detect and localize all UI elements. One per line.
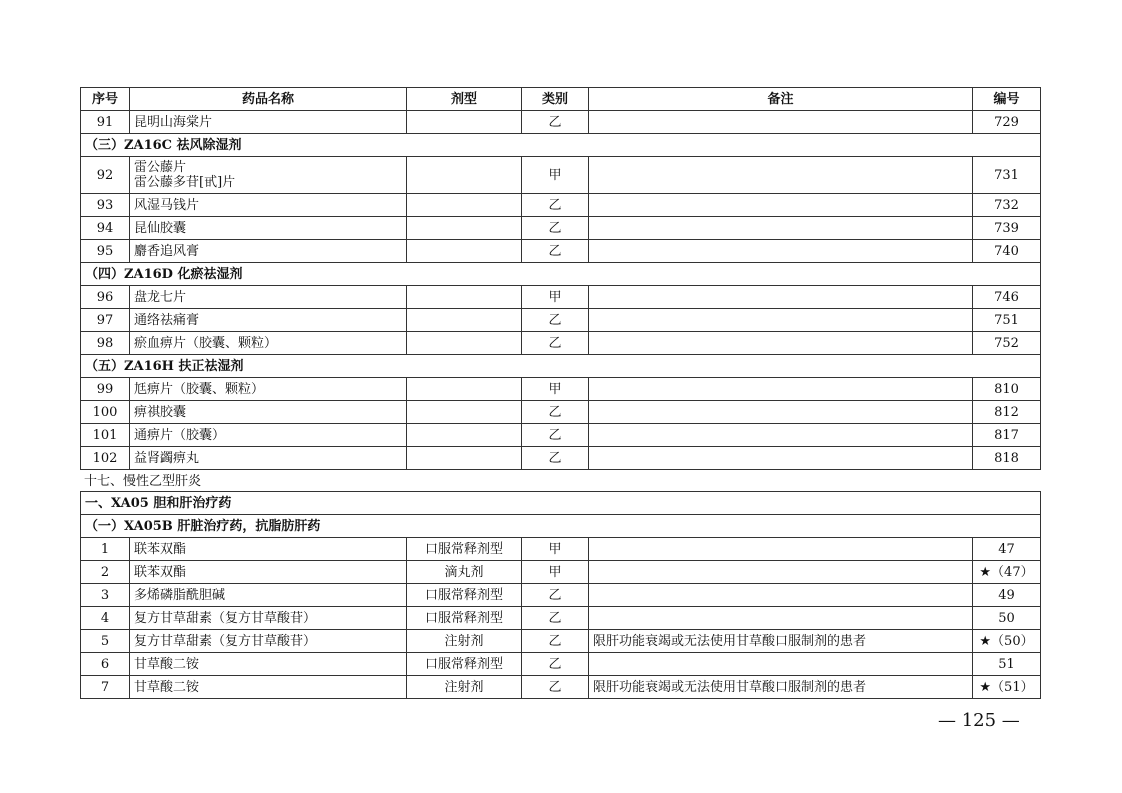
drug-name-cell: 联苯双酯 [130, 538, 407, 561]
serial-cell: 95 [81, 240, 130, 263]
category-cell: 甲 [522, 157, 589, 194]
serial-cell: 101 [81, 424, 130, 447]
remarks-cell [589, 111, 973, 134]
drug-name-cell: 尪痹片（胶囊、颗粒） [130, 378, 407, 401]
category-cell: 乙 [522, 584, 589, 607]
drug-name-cell: 麝香追风膏 [130, 240, 407, 263]
header-category: 类别 [522, 88, 589, 111]
code-cell: 729 [973, 111, 1041, 134]
drug-table-upper [80, 87, 1041, 470]
dosage-form-cell [407, 401, 522, 424]
drug-name-cell: 风湿马钱片 [130, 194, 407, 217]
table-row [81, 607, 1041, 630]
serial-cell: 1 [81, 538, 130, 561]
code-cell: 47 [973, 538, 1041, 561]
table-body-upper [81, 111, 1041, 470]
table-row [81, 309, 1041, 332]
category-cell: 乙 [522, 607, 589, 630]
table-row [81, 630, 1041, 653]
category-cell: 乙 [522, 240, 589, 263]
header-code: 编号 [973, 88, 1041, 111]
category-cell: 乙 [522, 424, 589, 447]
code-cell: 810 [973, 378, 1041, 401]
remarks-cell [589, 240, 973, 263]
drug-name-cell [130, 157, 407, 194]
table-row [81, 584, 1041, 607]
category-cell: 甲 [522, 286, 589, 309]
code-cell: 746 [973, 286, 1041, 309]
drug-name-cell: 甘草酸二铵 [130, 676, 407, 699]
dosage-form-cell [407, 378, 522, 401]
serial-cell: 7 [81, 676, 130, 699]
drug-name-cell: 盘龙七片 [130, 286, 407, 309]
category-cell: 甲 [522, 538, 589, 561]
serial-cell: 5 [81, 630, 130, 653]
dosage-form-cell: 口服常释剂型 [407, 653, 522, 676]
table-header-row [81, 88, 1041, 111]
code-cell: ★（47） [973, 561, 1041, 584]
section-heading: （四）ZA16D 化瘀祛湿剂 [81, 263, 1041, 286]
table-row [81, 378, 1041, 401]
section-caption: 十七、慢性乙型肝炎 [84, 474, 202, 489]
remarks-cell [589, 607, 973, 630]
category-cell: 乙 [522, 194, 589, 217]
serial-cell: 3 [81, 584, 130, 607]
code-cell: ★（51） [973, 676, 1041, 699]
serial-cell: 97 [81, 309, 130, 332]
table-row [81, 653, 1041, 676]
table-row [81, 676, 1041, 699]
serial-cell: 2 [81, 561, 130, 584]
serial-cell: 94 [81, 217, 130, 240]
table-row [81, 217, 1041, 240]
code-cell: 732 [973, 194, 1041, 217]
remarks-cell [589, 424, 973, 447]
remarks-cell [589, 286, 973, 309]
remarks-cell [589, 194, 973, 217]
category-cell: 乙 [522, 447, 589, 470]
code-cell: 50 [973, 607, 1041, 630]
header-serial: 序号 [81, 88, 130, 111]
category-cell: 乙 [522, 309, 589, 332]
serial-cell: 98 [81, 332, 130, 355]
remarks-cell [589, 401, 973, 424]
section-heading: 一、XA05 胆和肝治疗药 [81, 492, 1041, 515]
dosage-form-cell [407, 217, 522, 240]
remarks-cell [589, 157, 973, 194]
category-cell: 乙 [522, 217, 589, 240]
drug-name-cell: 通痹片（胶囊） [130, 424, 407, 447]
dosage-form-cell [407, 424, 522, 447]
category-cell: 乙 [522, 332, 589, 355]
dosage-form-cell [407, 157, 522, 194]
code-cell: 812 [973, 401, 1041, 424]
code-cell: ★（50） [973, 630, 1041, 653]
remarks-cell: 限肝功能衰竭或无法使用甘草酸口服制剂的患者 [589, 676, 973, 699]
section-heading: （一）XA05B 肝脏治疗药，抗脂肪肝药 [81, 515, 1041, 538]
table-row [81, 240, 1041, 263]
serial-cell: 102 [81, 447, 130, 470]
header-remarks: 备注 [589, 88, 973, 111]
category-cell: 乙 [522, 653, 589, 676]
remarks-cell [589, 561, 973, 584]
category-cell: 乙 [522, 630, 589, 653]
dosage-form-cell: 口服常释剂型 [407, 607, 522, 630]
header-dosage-form: 剂型 [407, 88, 522, 111]
code-cell: 752 [973, 332, 1041, 355]
category-cell: 乙 [522, 111, 589, 134]
header-drug-name: 药品名称 [130, 88, 407, 111]
code-cell: 740 [973, 240, 1041, 263]
remarks-cell [589, 584, 973, 607]
code-cell: 51 [973, 653, 1041, 676]
code-cell: 49 [973, 584, 1041, 607]
code-cell: 818 [973, 447, 1041, 470]
section-heading: （三）ZA16C 祛风除湿剂 [81, 134, 1041, 157]
drug-name-cell: 复方甘草甜素（复方甘草酸苷） [130, 630, 407, 653]
drug-table-lower [80, 491, 1041, 699]
table-row [81, 447, 1041, 470]
code-cell: 751 [973, 309, 1041, 332]
drug-name-line: 雷公藤多苷[甙]片 [134, 175, 236, 190]
section-heading-row [81, 515, 1041, 538]
drug-name-cell: 益肾蠲痹丸 [130, 447, 407, 470]
remarks-cell [589, 447, 973, 470]
serial-cell: 92 [81, 157, 130, 194]
drug-name-cell: 通络祛痛膏 [130, 309, 407, 332]
category-cell: 甲 [522, 561, 589, 584]
drug-name-cell: 复方甘草甜素（复方甘草酸苷） [130, 607, 407, 630]
dosage-form-cell [407, 194, 522, 217]
section-heading-row [81, 263, 1041, 286]
serial-cell: 6 [81, 653, 130, 676]
code-cell: 731 [973, 157, 1041, 194]
table-row [81, 286, 1041, 309]
dosage-form-cell [407, 111, 522, 134]
drug-name-cell: 瘀血痹片（胶囊、颗粒） [130, 332, 407, 355]
table-row [81, 401, 1041, 424]
serial-cell: 100 [81, 401, 130, 424]
drug-name-cell: 联苯双酯 [130, 561, 407, 584]
section-heading-row [81, 492, 1041, 515]
remarks-cell [589, 538, 973, 561]
remarks-cell [589, 309, 973, 332]
remarks-cell [589, 332, 973, 355]
table-row [81, 332, 1041, 355]
serial-cell: 96 [81, 286, 130, 309]
table-row [81, 157, 1041, 194]
code-cell: 817 [973, 424, 1041, 447]
category-cell: 乙 [522, 676, 589, 699]
serial-cell: 93 [81, 194, 130, 217]
dosage-form-cell: 注射剂 [407, 676, 522, 699]
page-number: — 125 — [938, 710, 1020, 731]
remarks-cell [589, 378, 973, 401]
drug-name-cell: 甘草酸二铵 [130, 653, 407, 676]
drug-name-cell: 昆仙胶囊 [130, 217, 407, 240]
section-heading-row [81, 355, 1041, 378]
drug-name-cell: 多烯磷脂酰胆碱 [130, 584, 407, 607]
drug-name-cell: 痹祺胶囊 [130, 401, 407, 424]
table-row [81, 561, 1041, 584]
code-cell: 739 [973, 217, 1041, 240]
category-cell: 乙 [522, 401, 589, 424]
remarks-cell [589, 653, 973, 676]
drug-name-cell: 昆明山海棠片 [130, 111, 407, 134]
table-row [81, 424, 1041, 447]
section-heading: （五）ZA16H 扶正祛湿剂 [81, 355, 1041, 378]
serial-cell: 4 [81, 607, 130, 630]
table-row [81, 111, 1041, 134]
drug-name-line: 雷公藤片 [134, 160, 187, 175]
table-row [81, 194, 1041, 217]
section-heading-row [81, 134, 1041, 157]
dosage-form-cell: 注射剂 [407, 630, 522, 653]
category-cell: 甲 [522, 378, 589, 401]
table-body-lower [81, 492, 1041, 699]
dosage-form-cell [407, 309, 522, 332]
dosage-form-cell [407, 332, 522, 355]
dosage-form-cell [407, 286, 522, 309]
serial-cell: 99 [81, 378, 130, 401]
dosage-form-cell: 滴丸剂 [407, 561, 522, 584]
dosage-form-cell [407, 240, 522, 263]
dosage-form-cell: 口服常释剂型 [407, 584, 522, 607]
remarks-cell: 限肝功能衰竭或无法使用甘草酸口服制剂的患者 [589, 630, 973, 653]
table-row [81, 538, 1041, 561]
serial-cell: 91 [81, 111, 130, 134]
remarks-cell [589, 217, 973, 240]
dosage-form-cell [407, 447, 522, 470]
dosage-form-cell: 口服常释剂型 [407, 538, 522, 561]
